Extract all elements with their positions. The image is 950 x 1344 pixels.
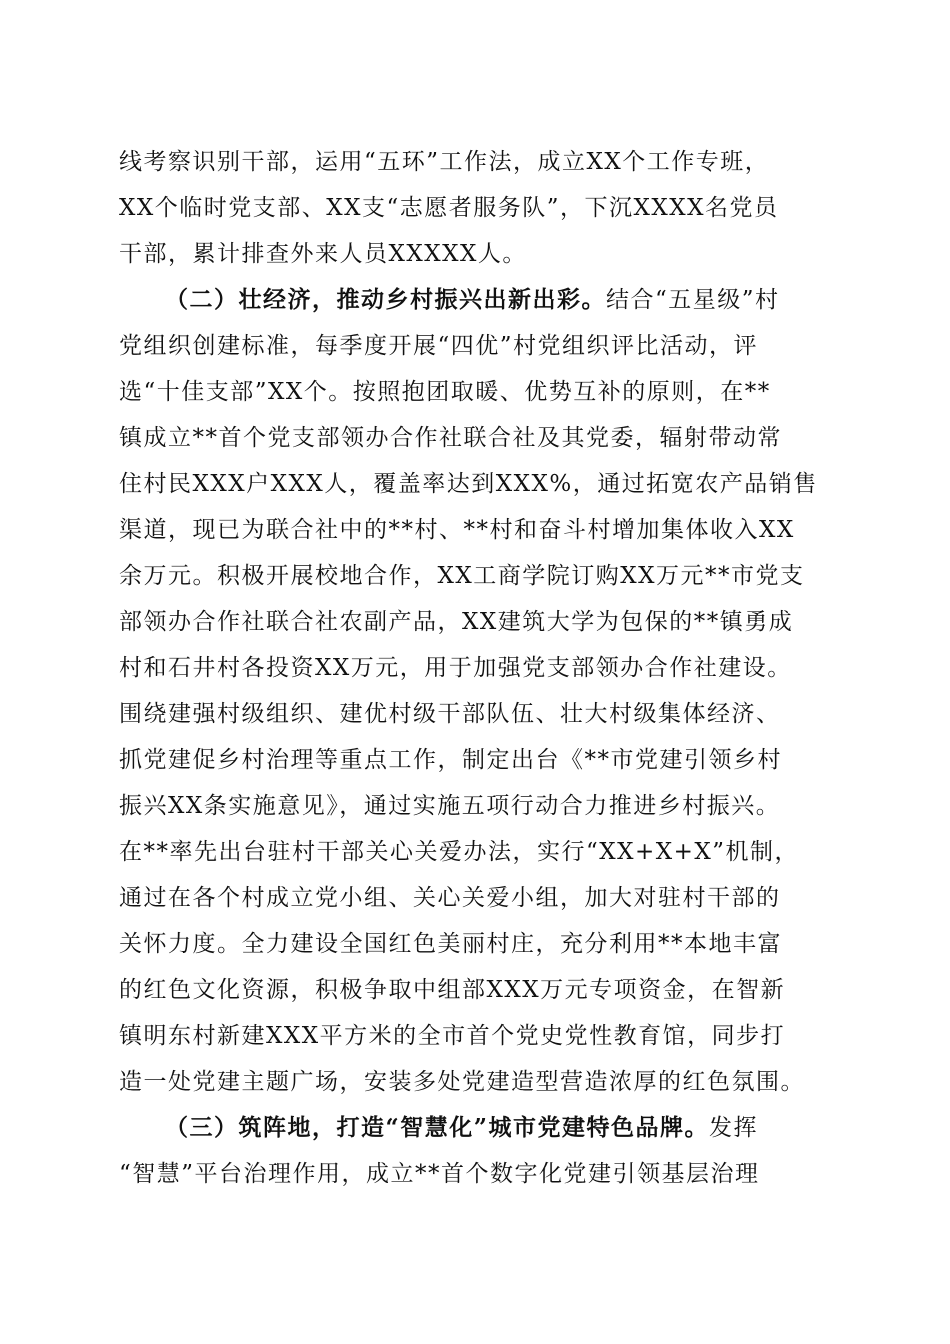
text-line: 党组织创建标准，每季度开展“四优”村党组织评比活动，评 — [119, 333, 759, 359]
text-line: 在**率先出台驻村干部关心关爱办法，实行“XX+X+X”机制， — [119, 839, 800, 865]
text-line: 线考察识别干部，运用“五环”工作法，成立XX个工作专班， — [119, 149, 770, 175]
section-text: 发挥 — [708, 1115, 758, 1141]
section-heading-line — [165, 1110, 758, 1146]
section-heading: （三）筑阵地，打造“智慧化”城市党建特色品牌。 — [165, 1114, 709, 1141]
text-line: 的红色文化资源，积极争取中组部XXX万元专项资金，在智新 — [119, 977, 786, 1003]
text-line: 镇成立**首个党支部领办合作社联合社及其党委，辐射带动常 — [119, 425, 782, 451]
text-line: 部领办合作社联合社农副产品，XX建筑大学为包保的**镇勇成 — [119, 609, 794, 635]
section-heading: （二）壮经济，推动乡村振兴出新出彩。 — [165, 286, 606, 313]
text-line: 造一处党建主题广场，安装多处党建造型营造浓厚的红色氛围。 — [119, 1069, 805, 1095]
text-line: 渠道，现已为联合社中的**村、**村和奋斗村增加集体收入XX — [119, 517, 795, 543]
text-line: 余万元。积极开展校地合作，XX工商学院订购XX万元**市党支 — [119, 563, 805, 589]
text-line: 村和石井村各投资XX万元，用于加强党支部领办合作社建设。 — [119, 655, 792, 681]
text-line: 干部，累计排查外来人员XXXXX人。 — [119, 241, 527, 267]
text-line: 通过在各个村成立党小组、关心关爱小组，加大对驻村干部的 — [119, 885, 781, 911]
text-line: 关怀力度。全力建设全国红色美丽村庄，充分利用**本地丰富 — [119, 931, 782, 957]
text-line: XX个临时党支部、XX支“志愿者服务队”，下沉XXXX名党员 — [119, 195, 779, 221]
text-line: 选“十佳支部”XX个。按照抱团取暖、优势互补的原则，在** — [119, 379, 771, 405]
text-line: 振兴XX条实施意见》，通过实施五项行动合力推进乡村振兴。 — [119, 793, 781, 819]
section-text: 结合“五星级”村 — [606, 287, 780, 313]
text-line: 住村民XXX户XXX人，覆盖率达到XXX%，通过拓宽农产品销售 — [119, 471, 818, 497]
text-line: 抓党建促乡村治理等重点工作，制定出台《**市党建引领乡村 — [119, 747, 782, 773]
text-line: 围绕建强村级组织、建优村级干部队伍、壮大村级集体经济、 — [119, 701, 781, 727]
section-heading-line — [165, 282, 780, 318]
text-line: 镇明东村新建XXX平方米的全市首个党史党性教育馆，同步打 — [119, 1023, 786, 1049]
text-line: “智慧”平台治理作用，成立**首个数字化党建引领基层治理 — [119, 1161, 760, 1187]
